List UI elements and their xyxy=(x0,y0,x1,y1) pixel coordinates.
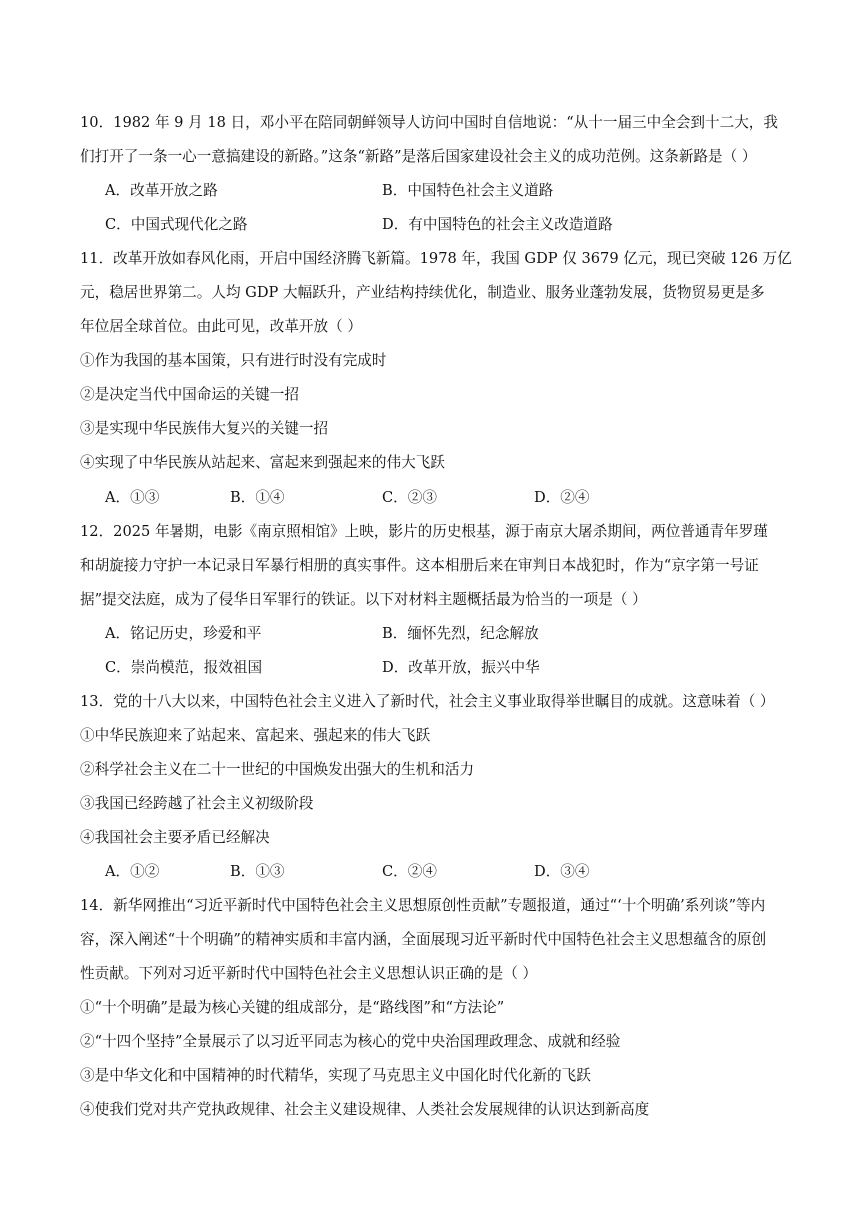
q11-statement-1: ①作为我国的基本国策，只有进行时没有完成时 xyxy=(80,352,387,369)
q13-statement-3: ③我国已经跨越了社会主义初级阶段 xyxy=(80,795,314,812)
q12-stem-line-2: 和胡旋接力守护一本记录日军暴行相册的真实事件。这本相册后来在审判日本战犯时，作为“京字第一号证 xyxy=(80,557,759,574)
q14-stem-line-3: 性贡献。下列对习近平新时代中国特色社会主义思想认识正确的是（ ） xyxy=(80,965,538,982)
q10-stem-line-2: 们打开了一条一心一意搞建设的新路。”这条“新路”是落后国家建设社会主义的成功范例。这条新路是（ ） xyxy=(80,148,757,165)
q11-statement-4: ④实现了中华民族从站起来、富起来到强起来的伟大飞跃 xyxy=(80,454,445,471)
q14-statement-1: ①“十个明确”是最为核心关键的组成部分，是“路线图”和“方法论” xyxy=(80,999,505,1016)
q11-option-c[interactable]: C．②③ xyxy=(382,489,437,506)
q11-stem-line-1: 11．改革开放如春风化雨，开启中国经济腾飞新篇。1978 年，我国 GDP 仅 3679 亿元，现已突破 126 万亿 xyxy=(80,250,792,267)
q12-stem-line-1: 12．2025 年暑期，电影《南京照相馆》上映，影片的历史根基，源于南京大屠杀期间，两位普通青年罗瑾 xyxy=(80,523,768,540)
q14-statement-2: ②“十四个坚持”全景展示了以习近平同志为核心的党中央治国理政理念、成就和经验 xyxy=(80,1033,621,1050)
q14-statement-4: ④使我们党对共产党执政规律、社会主义建设规律、人类社会发展规律的认识达到新高度 xyxy=(80,1101,650,1118)
q10-option-c[interactable]: C．中国式现代化之路 xyxy=(105,216,248,233)
q13-option-b[interactable]: B．①③ xyxy=(230,863,285,880)
q13-statement-2: ②科学社会主义在二十一世纪的中国焕发出强大的生机和活力 xyxy=(80,761,475,778)
q12-stem-line-3: 据”提交法庭，成为了侵华日军罪行的铁证。以下对材料主题概括最为恰当的一项是（ ） xyxy=(80,591,647,608)
q14-stem-line-2: 容，深入阐述“十个明确”的精神实质和丰富内涵，全面展现习近平新时代中国特色社会主义思想蕴含的原创 xyxy=(80,931,767,948)
q12-option-c[interactable]: C．崇尚模范，报效祖国 xyxy=(105,659,263,676)
q14-statement-3: ③是中华文化和中国精神的时代精华，实现了马克思主义中国化时代化新的飞跃 xyxy=(80,1067,591,1084)
q11-statement-3: ③是实现中华民族伟大复兴的关键一招 xyxy=(80,420,329,437)
q10-option-b[interactable]: B．中国特色社会主义道路 xyxy=(382,182,554,199)
q12-option-d[interactable]: D．改革开放，振兴中华 xyxy=(382,659,540,676)
q10-stem-line-1: 10．1982 年 9 月 18 日，邓小平在陪同朝鲜领导人访问中国时自信地说：“从十一届三中全会到十二大，我 xyxy=(80,114,778,131)
q12-option-a[interactable]: A．铭记历史，珍爱和平 xyxy=(105,625,262,642)
q13-option-a[interactable]: A．①② xyxy=(105,863,160,880)
q13-option-d[interactable]: D．③④ xyxy=(534,863,590,880)
q11-stem-line-3: 年位居全球首位。由此可见，改革开放（ ） xyxy=(80,318,362,335)
q10-option-a[interactable]: A．改革开放之路 xyxy=(105,182,218,199)
q11-option-b[interactable]: B．①④ xyxy=(230,489,285,506)
q10-option-d[interactable]: D．有中国特色的社会主义改造道路 xyxy=(382,216,613,233)
q13-stem-line-1: 13．党的十八大以来，中国特色社会主义进入了新时代，社会主义事业取得举世瞩目的成就。这意味着（ ） xyxy=(80,693,775,710)
q11-stem-line-2: 元，稳居世界第二。人均 GDP 大幅跃升，产业结构持续优化，制造业、服务业蓬勃发展，货物贸易更是多 xyxy=(80,284,765,301)
q14-stem-line-1: 14．新华网推出“习近平新时代中国特色社会主义思想原创性贡献”专题报道，通过“‘十个明确’系列谈”等内 xyxy=(80,897,766,914)
q11-option-a[interactable]: A．①③ xyxy=(105,489,160,506)
q12-option-b[interactable]: B．缅怀先烈，纪念解放 xyxy=(382,625,539,642)
q13-option-c[interactable]: C．②④ xyxy=(382,863,437,880)
q13-statement-4: ④我国社会主要矛盾已经解决 xyxy=(80,829,270,846)
q11-statement-2: ②是决定当代中国命运的关键一招 xyxy=(80,386,299,403)
q13-statement-1: ①中华民族迎来了站起来、富起来、强起来的伟大飞跃 xyxy=(80,727,431,744)
q11-option-d[interactable]: D．②④ xyxy=(534,489,590,506)
